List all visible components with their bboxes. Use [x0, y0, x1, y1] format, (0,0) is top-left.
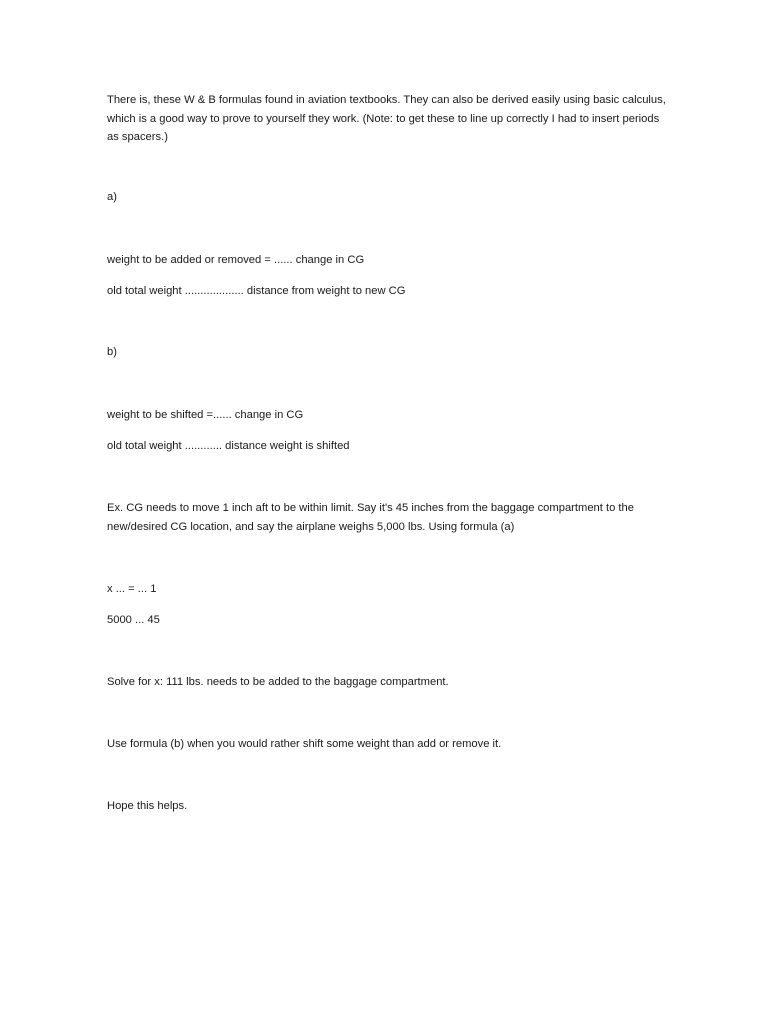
formula-b-denominator: old total weight ............ distance weight is shifted	[107, 440, 350, 452]
formula-a-label: a)	[107, 191, 117, 203]
formula-a-numerator: weight to be added or removed = ...... change in CG	[107, 254, 365, 266]
solve-text: Solve for x: 111 lbs. needs to be added to the baggage compartment.	[107, 676, 449, 688]
formula-a-denominator: old total weight ................... distance from weight to new CG	[107, 285, 406, 297]
closing-text: Hope this helps.	[107, 800, 188, 812]
intro-paragraph: There is, these W & B formulas found in aviation textbooks. They can also be derived easily using basic calculus, which is a good way to prove to yourself they work. (Note: to get these to line up correctly I had to insert periods as spacers.)	[107, 94, 666, 143]
formula-b-usage-text: Use formula (b) when you would rather shift some weight than add or remove it.	[107, 738, 502, 750]
example-paragraph: Ex. CG needs to move 1 inch aft to be within limit. Say it's 45 inches from the baggage compartment to the new/desired CG location, and say the airplane weighs 5,000 lbs. Using formula (a)	[107, 502, 634, 533]
calc-denominator: 5000 ... 45	[107, 614, 160, 626]
calc-numerator: x ... = ... 1	[107, 583, 157, 595]
formula-b-numerator: weight to be shifted =...... change in CG	[107, 409, 304, 421]
formula-b-label: b)	[107, 346, 117, 358]
